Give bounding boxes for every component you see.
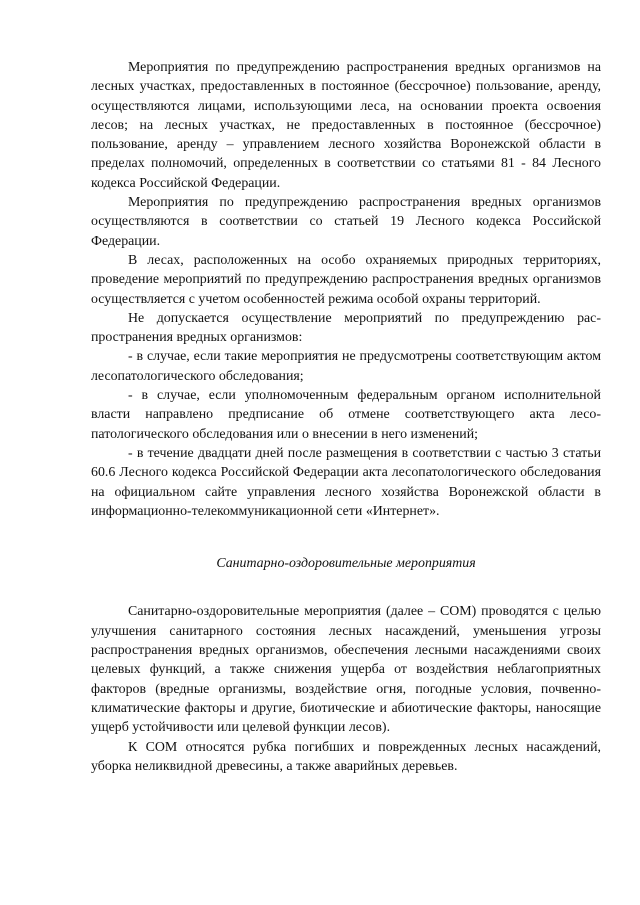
document-page bbox=[91, 58, 601, 776]
section-title: Санитарно-оздоровительные мероприятия bbox=[216, 556, 476, 572]
paragraph-som-types: К СОМ относятся рубка погибших и поврежденных лесных насаждений, уборка неликвидной древесины, а также аварийных деревьев. bbox=[91, 739, 601, 774]
list-item-cancellation-order: - в случае, если уполномоченным федеральным органом исполнительной власти направлено предписание об отмене соответствующего акта лесопатологического обследования или о внесении в него изменений; bbox=[91, 388, 601, 442]
paragraph-not-allowed-intro: Не допускается осуществление мероприятий по предупреждению распространения вредных организмов: bbox=[91, 310, 601, 346]
paragraph-pest-measures-responsibility: Мероприятия по предупреждению распространения вредных организмов на лесных участках, предоставленных в постоянное (бессрочное) пользование, аренду, осуществляются лицами, использующими леса, на основании проекта освоения лесов; на лесных участках, не предоставленных в постоянное (бессрочное) пользование, аренду – управлением лесного хозяйства Воронежской области в пределах полномочий, определенных в соответствии со статьями 81 - 84 Лесного кодекса Российской Федерации. bbox=[91, 60, 601, 191]
list-item-not-in-act: - в случае, если такие мероприятия не предусмотрены соответствующим актом лесопатологического обследования; bbox=[91, 349, 601, 384]
list-item-twenty-days: - в течение двадцати дней после размещения в соответствии с частью 3 статьи 60.6 Лесного кодекса Российской Федерации акта лесопатологического обследования на официальном сайте управления лесного хозяйства Воронежской области в информационно-телекоммуникационной сети «Интернет». bbox=[91, 445, 601, 519]
paragraph-som-purpose: Санитарно-оздоровительные мероприятия (далее – СОМ) проводятся с целью улучшения санитарного состояния лесных насаждений, уменьшения угрозы распространения вредных организмов, обеспечения лесными насаждениями своих целевых функций, а также снижения ущерба от воздействия неблагоприятных факторов (вредные организмы, воздействие огня, погодные условия, почвенно-климатические факторы и другие, биотические и абиотические факторы, наносящие ущерб устойчивости или целевой функции лесов). bbox=[91, 604, 601, 736]
paragraph-pest-measures-article-19: Мероприятия по предупреждению распространения вредных организмов осуществляются в соответствии со статьей 19 Лесного кодекса Российской Федерации. bbox=[91, 195, 601, 249]
paragraph-protected-territories: В лесах, расположенных на особо охраняемых природных территориях, проведение мероприятий по предупреждению распространения вредных организмов осуществляется с учетом особенностей режима особой охраны территорий. bbox=[91, 252, 601, 307]
